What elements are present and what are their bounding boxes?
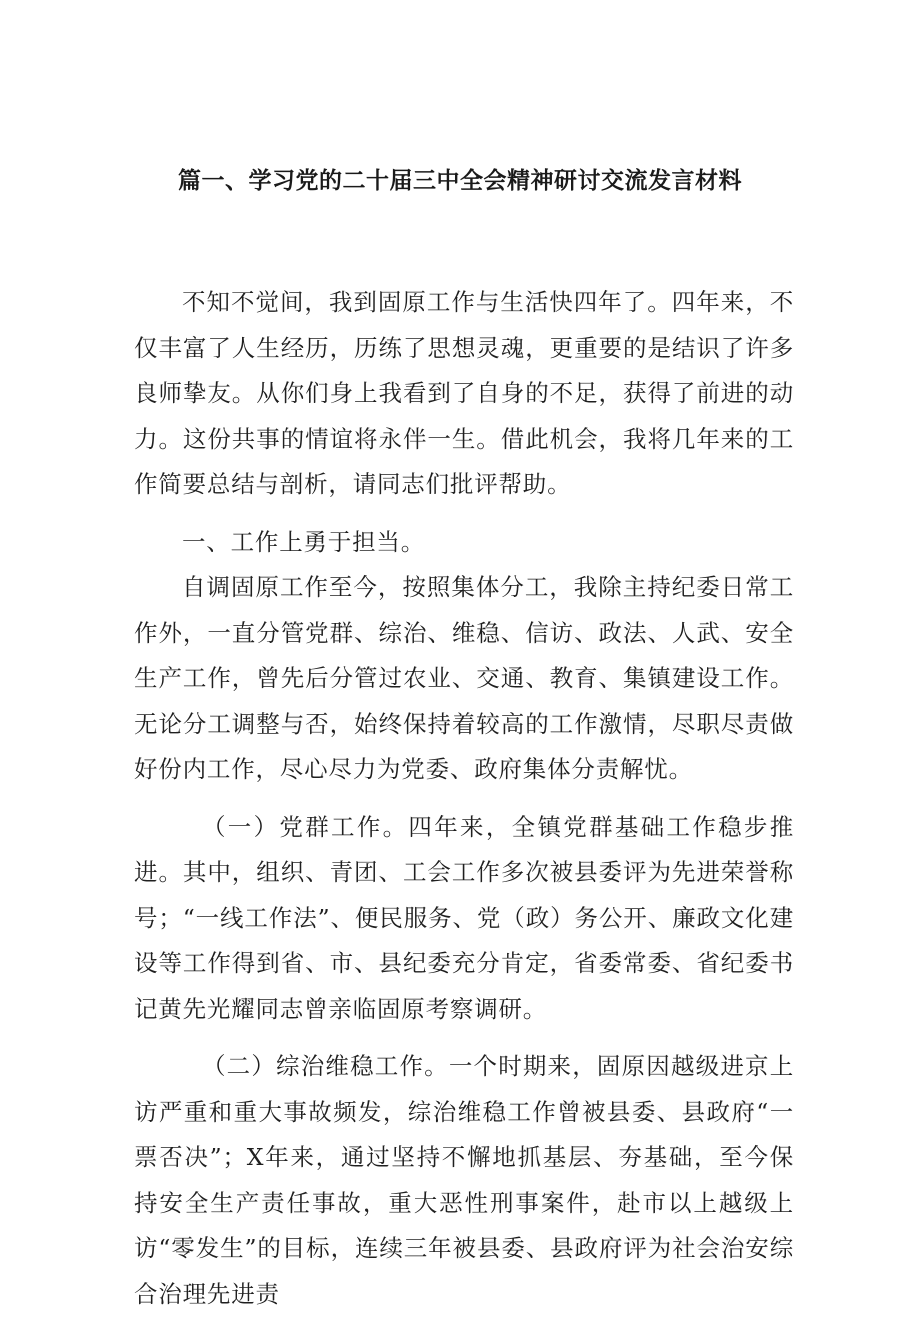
document-body (134, 280, 794, 1317)
paragraph-party-work: （一）党群工作。四年来，全镇党群基础工作稳步推进。其中，组织、青团、工会工作多次被县委评为先进荣誉称号；“一线工作法”、便民服务、党（政）务公开、廉政文化建设等工作得到省、市、县纪委充分肯定，省委常委、省纪委书记黄先光耀同志曾亲临固原考察调研。 (134, 812, 794, 1023)
document-title: 篇一、学习党的二十届三中全会精神研讨交流发言材料 (178, 168, 742, 194)
paragraph-work-overview: 自调固原工作至今，按照集体分工，我除主持纪委日常工作外，一直分管党群、综治、维稳、信访、政法、人武、安全生产工作，曾先后分管过农业、交通、教育、集镇建设工作。无论分工调整与否，始终保持着较高的工作激情，尽职尽责做好份内工作，尽心尽力为党委、政府集体分责解忧。 (134, 573, 794, 783)
section-heading-1: 一、工作上勇于担当。 (182, 527, 425, 556)
paragraph-stability-work: （二）综治维稳工作。一个时期来，固原因越级进京上访严重和重大事故频发，综治维稳工作曾被县委、县政府“一票否决”；X年来，通过坚持不懈地抓基层、夯基础，至今保持安全生产责任事故，重大恶性刑事案件，赴市以上越级上访“零发生”的目标，连续三年被县委、县政府评为社会治安综合治理先进责 (134, 1052, 794, 1308)
paragraph-intro: 不知不觉间，我到固原工作与生活快四年了。四年来，不仅丰富了人生经历，历练了思想灵魂，更重要的是结识了许多良师挚友。从你们身上我看到了自身的不足，获得了前进的动力。这份共事的情谊将永伴一生。借此机会，我将几年来的工作简要总结与剖析，请同志们批评帮助。 (134, 288, 794, 498)
